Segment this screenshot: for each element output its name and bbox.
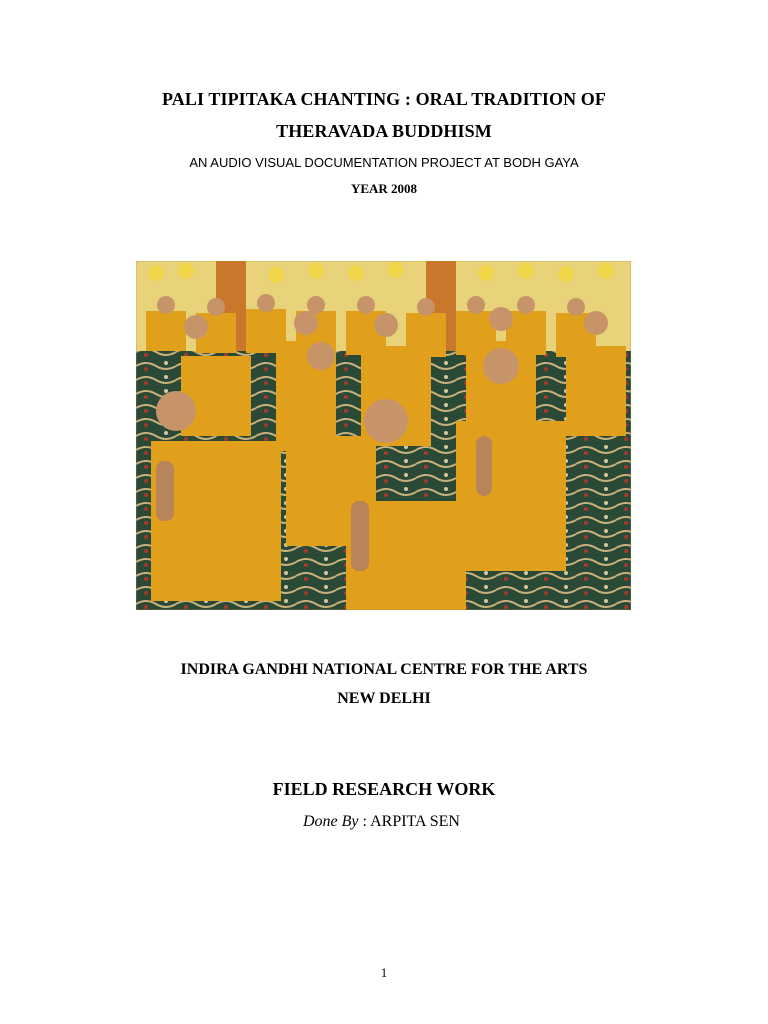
institution-city: NEW DELHI xyxy=(337,690,431,707)
done-by-separator: : xyxy=(358,813,371,830)
document-title-line-1: PALI TIPITAKA CHANTING : ORAL TRADITION OF xyxy=(162,89,606,109)
done-by-label: Done By xyxy=(303,813,359,830)
monks-chanting-photo xyxy=(136,261,631,610)
section-heading: FIELD RESEARCH WORK xyxy=(272,779,496,799)
done-by-line xyxy=(303,813,460,831)
document-year: YEAR 2008 xyxy=(350,181,418,196)
author-name: ARPITA SEN xyxy=(370,813,460,830)
institution-name: INDIRA GANDHI NATIONAL CENTRE FOR THE ARTS xyxy=(180,661,588,678)
document-title-line-2: THERAVADA BUDDHISM xyxy=(276,121,492,141)
page-number: 1 xyxy=(380,965,388,980)
document-subtitle: AN AUDIO VISUAL DOCUMENTATION PROJECT AT BODH GAYA xyxy=(189,155,579,170)
